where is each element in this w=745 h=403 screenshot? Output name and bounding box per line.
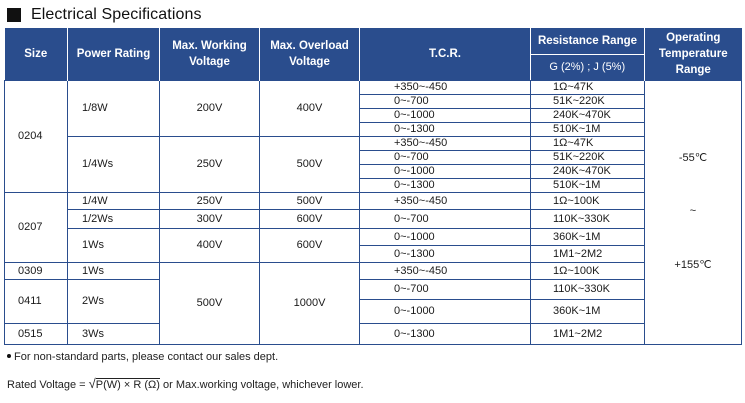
resistance-value: 360K~1M xyxy=(531,228,645,245)
size-0207: 0207 xyxy=(5,192,68,262)
operating-temperature-cell xyxy=(645,80,742,344)
power-rating: 1Ws xyxy=(68,262,160,279)
tcr-value: 0~-700 xyxy=(360,150,531,164)
tcr-value: 0~-1300 xyxy=(360,122,531,136)
title-square-icon xyxy=(7,8,21,22)
resistance-value: 240K~470K xyxy=(531,164,645,178)
resistance-value: 110K~330K xyxy=(531,209,645,228)
tcr-value: 0~-700 xyxy=(360,209,531,228)
size-0411: 0411 xyxy=(5,279,68,323)
tcr-value: 0~-1000 xyxy=(360,299,531,323)
resistance-value: 1M1~2M2 xyxy=(531,323,645,344)
power-rating: 1/2Ws xyxy=(68,209,160,228)
resistance-value: 110K~330K xyxy=(531,279,645,299)
note-rated-voltage xyxy=(7,376,364,391)
working-voltage: 250V xyxy=(160,192,260,209)
operating-temp-sep: ~ xyxy=(689,205,697,217)
resistance-value: 360K~1M xyxy=(531,299,645,323)
working-voltage: 400V xyxy=(160,228,260,262)
overload-voltage: 600V xyxy=(260,228,360,262)
tcr-value: 0~-700 xyxy=(360,94,531,108)
power-rating: 1/4W xyxy=(68,192,160,209)
note-2-prefix: Rated Voltage = xyxy=(7,379,89,391)
resistance-value: 1Ω~47K xyxy=(531,136,645,150)
overload-voltage: 500V xyxy=(260,136,360,192)
header-resistance-range: Resistance Range xyxy=(531,28,645,54)
resistance-value: 51K~220K xyxy=(531,94,645,108)
tcr-value: 0~-1000 xyxy=(360,108,531,122)
header-power-rating: Power Rating xyxy=(68,28,160,80)
operating-temp-high: +155℃ xyxy=(674,259,712,271)
title-bar xyxy=(7,5,202,25)
header-max-working-voltage: Max. Working Voltage xyxy=(160,28,260,80)
spec-table xyxy=(4,28,742,345)
bullet-icon xyxy=(7,354,11,358)
power-rating: 3Ws xyxy=(68,323,160,344)
resistance-value: 51K~220K xyxy=(531,150,645,164)
tcr-value: +350~-450 xyxy=(360,80,531,94)
tcr-value: 0~-1300 xyxy=(360,245,531,262)
size-0204: 0204 xyxy=(5,80,68,192)
operating-temp-low: -55℃ xyxy=(678,152,708,164)
power-rating: 1/4Ws xyxy=(68,136,160,192)
resistance-value: 1Ω~47K xyxy=(531,80,645,94)
working-voltage: 200V xyxy=(160,80,260,136)
working-voltage: 250V xyxy=(160,136,260,192)
tcr-value: +350~-450 xyxy=(360,262,531,279)
resistance-value: 1M1~2M2 xyxy=(531,245,645,262)
sqrt-icon: √ xyxy=(88,376,96,391)
overload-voltage: 400V xyxy=(260,80,360,136)
resistance-value: 1Ω~100K xyxy=(531,192,645,209)
note-2-suffix: or Max.working voltage, whichever lower. xyxy=(159,379,364,391)
tcr-value: 0~-1300 xyxy=(360,178,531,192)
overload-voltage: 500V xyxy=(260,192,360,209)
tcr-value: 0~-1000 xyxy=(360,228,531,245)
overload-voltage: 1000V xyxy=(260,262,360,344)
power-rating: 1Ws xyxy=(68,228,160,262)
power-rating: 2Ws xyxy=(68,279,160,323)
power-rating: 1/8W xyxy=(68,80,160,136)
resistance-value: 1Ω~100K xyxy=(531,262,645,279)
header-operating-temperature: Operating Temperature Range xyxy=(645,28,742,80)
note-non-standard xyxy=(7,351,278,363)
header-size: Size xyxy=(5,28,68,80)
size-0515: 0515 xyxy=(5,323,68,344)
working-voltage: 300V xyxy=(160,209,260,228)
note-2-formula: P(W) × R (Ω) xyxy=(95,379,160,391)
overload-voltage: 600V xyxy=(260,209,360,228)
header-tcr: T.C.R. xyxy=(360,28,531,80)
size-0309: 0309 xyxy=(5,262,68,279)
tcr-value: 0~-1000 xyxy=(360,164,531,178)
tcr-value: 0~-700 xyxy=(360,279,531,299)
resistance-value: 510K~1M xyxy=(531,178,645,192)
resistance-value: 510K~1M xyxy=(531,122,645,136)
header-resistance-tolerance: G (2%) ; J (5%) xyxy=(531,54,645,80)
tcr-value: 0~-1300 xyxy=(360,323,531,344)
working-voltage: 500V xyxy=(160,262,260,344)
tcr-value: +350~-450 xyxy=(360,192,531,209)
page-title: Electrical Specifications xyxy=(31,6,202,23)
tcr-value: +350~-450 xyxy=(360,136,531,150)
resistance-value: 240K~470K xyxy=(531,108,645,122)
note-1-text: For non-standard parts, please contact our sales dept. xyxy=(14,351,279,363)
header-max-overload-voltage: Max. Overload Voltage xyxy=(260,28,360,80)
